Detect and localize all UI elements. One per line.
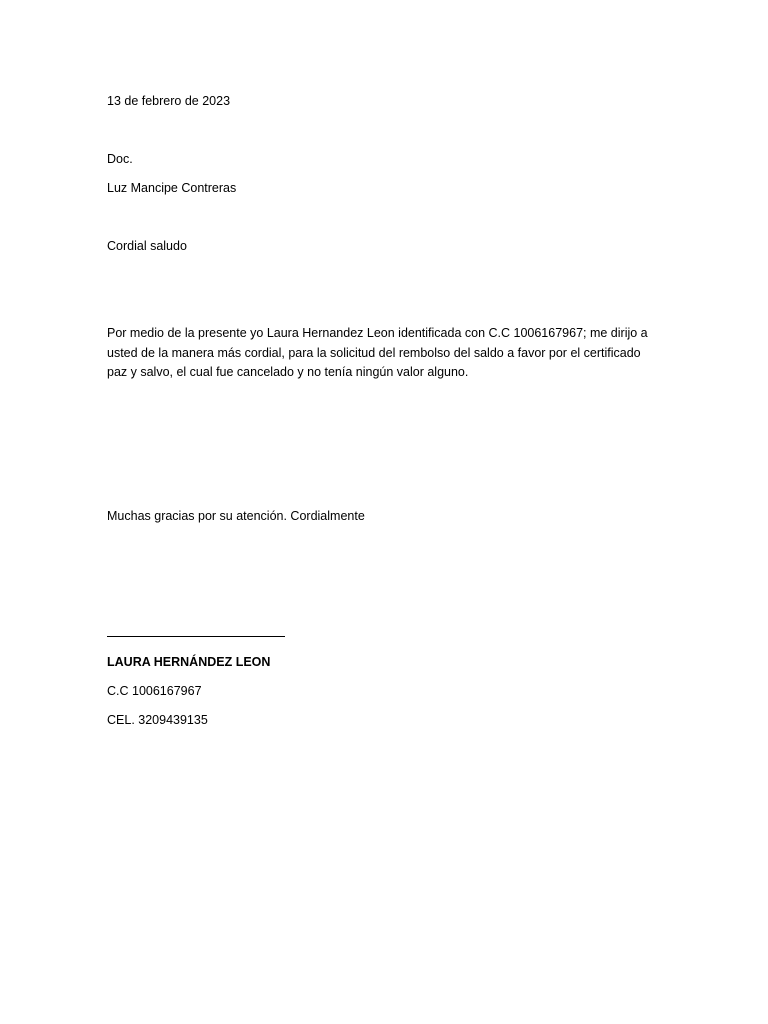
letter-date: 13 de febrero de 2023 [107, 94, 231, 108]
signature-line [107, 636, 285, 637]
body-line: usted de la manera más cordial, para la solicitud del rembolso del saldo a favor por el certificado [107, 345, 641, 360]
letter-body [107, 324, 667, 383]
signature-phone: CEL. 3209439135 [107, 713, 208, 727]
greeting: Cordial saludo [107, 239, 187, 253]
recipient-title: Doc. [107, 152, 133, 166]
body-line: paz y salvo, el cual fue cancelado y no tenía ningún valor alguno. [107, 365, 469, 379]
closing-text: Muchas gracias por su atención. Cordialmente [107, 509, 365, 523]
body-line: Por medio de la presente yo Laura Hernandez Leon identificada con C.C 1006167967; me dirijo a [107, 326, 648, 340]
recipient-name: Luz Mancipe Contreras [107, 181, 237, 195]
signature-name: LAURA HERNÁNDEZ LEON [107, 655, 271, 669]
signature-id: C.C 1006167967 [107, 684, 202, 698]
